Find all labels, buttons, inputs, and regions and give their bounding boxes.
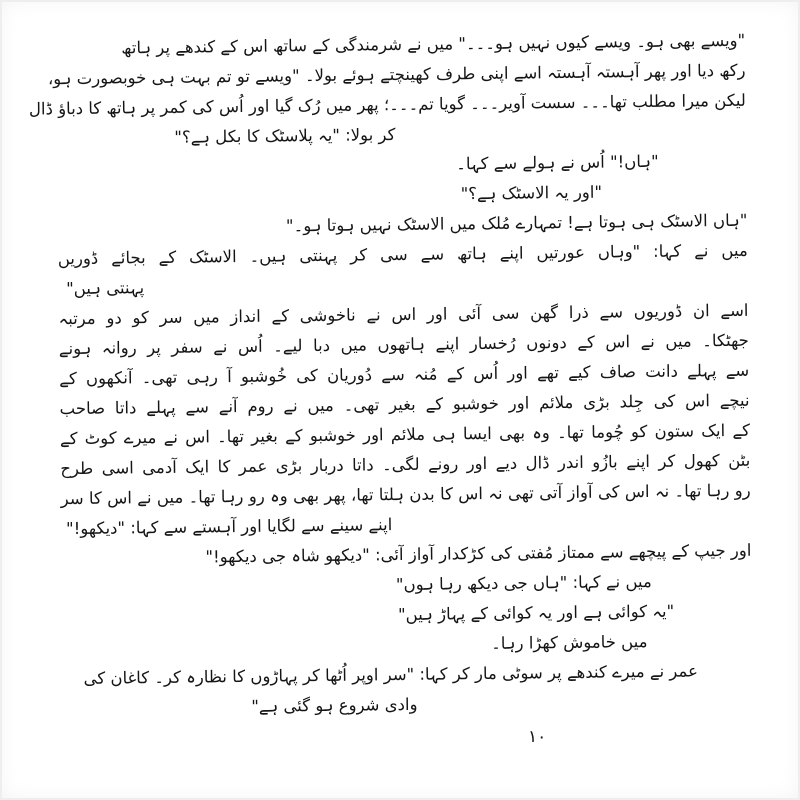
text-line: لیکن میرا مطلب تھا۔۔۔ سست آویر۔۔۔ گویا تم۔۔۔؛ پھر میں رُک گیا اور اُس کی کمر پر ہاتھ کا دباؤ ڈال — [28, 90, 747, 119]
text-line: "اور یہ الاسٹک ہے؟" — [460, 182, 603, 204]
page-number: ۱۰ — [528, 727, 547, 747]
text-line: اپنے سینے سے لگایا اور آہستے سے کہا: "دیکھو!" — [65, 515, 393, 539]
text-line: رو رہا تھا۔ نہ اس کی آواز آتی تھی نہ اس کا بدن ہلتا تھا، پھر بھی وہ رو رہا تھا۔ میں نے اس کا سر — [60, 480, 751, 509]
text-line: عمر نے میرے کندھے پر سوٹی مار کر کہا: "سر اوپر اُٹھا کر پہاڑوں کا نظارہ کر۔ کاغان کی — [83, 661, 698, 688]
text-line: میں نے کہا: "وہاں عورتیں اپنے ہاتھ سے سی کر پہنتی ہیں۔ الاسٹک کے بجائے ڈوریں — [57, 240, 748, 269]
text-line: میں خاموش کھڑا رہا۔ — [491, 632, 648, 653]
text-line: کے ایک ستون کو چُوما تھا۔ وہ بھی ایسا ہی ملائم اور خوشبو کے بغیر تھا۔ اس نے میرے کوٹ کے — [59, 420, 751, 449]
text-line: پہنتی ہیں" — [66, 278, 145, 299]
text-line: وادی شروع ہو گئی ہے" — [251, 694, 418, 716]
text-line: اور جیپ کے پیچھے سے ممتاز مُفتی کی کڑکدار آواز آئی: "دیکھو شاہ جی دیکھو!" — [205, 540, 752, 567]
text-line: "ہاں!" اُس نے ہولے سے کہا۔ — [456, 151, 659, 174]
text-line: جھٹکا۔ میں نے اس کے دونوں رُخسار اپنے ہاتھوں میں دبا لیے۔ اُس نے سفر پر روانہ ہونے — [58, 330, 749, 359]
text-line: "ویسے بھی ہو۔ ویسے کیوں نہیں ہو۔۔۔" میں نے شرمندگی کے ساتھ اس کے کندھے پر ہاتھ — [121, 30, 746, 58]
text-line: کر بولا: "یہ پلاسٹک کا بکل ہے؟" — [174, 125, 396, 147]
text-line: نیچے اس کی جِلد بڑی ملائم اور خوشبو کے بغیر تھی۔ میں نے روم آنے سے پہلے داتا صاحب — [59, 390, 750, 419]
text-line: اسے ان ڈوریوں سے ذرا گھن سی آئی اور اس نے ناخوشی کے انداز میں سر کو دو مرتبہ — [58, 300, 749, 329]
text-line: "یہ کوائی ہے اور یہ کوائی کے پہاڑ ہیں" — [397, 601, 675, 625]
text-line: رکھ دیا اور پھر آہستہ آہستہ اسے اپنی طرف کھینچتے ہوئے بولا۔ "ویسے تو تم بہت ہی خوبصورت ہو، — [47, 60, 746, 89]
text-line: میں نے کہا: "ہاں جی دیکھ رہا ہوں" — [395, 571, 652, 595]
text-line: بٹن کھول کر اپنے بازُو اندر ڈال دیے اور رونے لگی۔ داتا دربار بڑی عمر کا ایک آدمی اسی طرح — [60, 450, 751, 479]
page-text — [28, 26, 753, 724]
text-line: "ہاں الاسٹک ہی ہوتا ہے! تمہارے مُلک میں الاسٹک نہیں ہوتا ہو۔" — [285, 210, 748, 236]
text-line: سے پہلے دانت صاف کیے تھے اور اُس کے مُنہ سے دُوریان کی خُوشبو آ رہی تھی۔ آنکھوں کے — [59, 360, 750, 389]
